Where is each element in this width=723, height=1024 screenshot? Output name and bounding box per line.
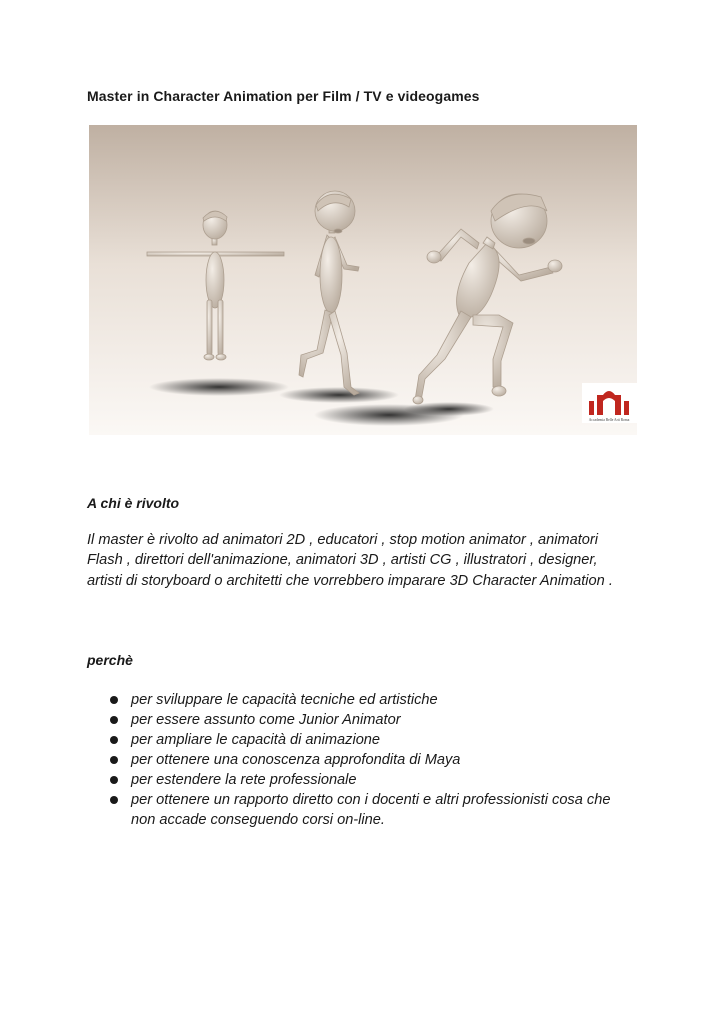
reasons-list: [87, 690, 632, 830]
list-item: [87, 730, 632, 750]
list-item: [87, 790, 632, 830]
page-title: Master in Character Animation per Film / TV e videogames: [87, 88, 480, 104]
list-item: [87, 710, 632, 730]
bullet-icon: [110, 756, 118, 764]
list-item: [87, 690, 632, 710]
list-item-text: per essere assunto come Junior Animator: [131, 712, 401, 728]
audience-paragraph: Il master è rivolto ad animatori 2D , educatori , stop motion animator , animatori Flash , direttori dell'animazione, animatori 3D , artisti CG , illustratori , designer, artisti di storyboard o architetti che vorrebbero imparare 3D Character Animation .: [87, 532, 613, 589]
list-item-text: per ottenere una conoscenza approfondita di Maya: [131, 752, 461, 768]
hero-image: [89, 125, 637, 435]
bullet-icon: [110, 776, 118, 784]
audience-heading: A chi è rivolto: [87, 495, 180, 511]
list-item-text: per ampliare le capacità di animazione: [131, 732, 381, 748]
list-item: [87, 750, 632, 770]
bullet-icon: [110, 716, 118, 724]
list-item-text: per estendere la rete professionale: [131, 772, 357, 788]
bullet-icon: [110, 696, 118, 704]
bullet-icon: [110, 736, 118, 744]
reasons-heading: perchè: [87, 652, 133, 668]
list-item-text: per sviluppare le capacità tecniche ed artistiche: [131, 692, 438, 708]
bullet-icon: [110, 796, 118, 804]
list-item: [87, 770, 632, 790]
list-item-text: per ottenere un rapporto diretto con i docenti e altri professionisti cosa che non accade conseguendo corsi on-line.: [131, 792, 611, 828]
logo-caption: Accademia Belle Arti Roma: [588, 418, 630, 422]
academy-logo: [582, 383, 637, 423]
